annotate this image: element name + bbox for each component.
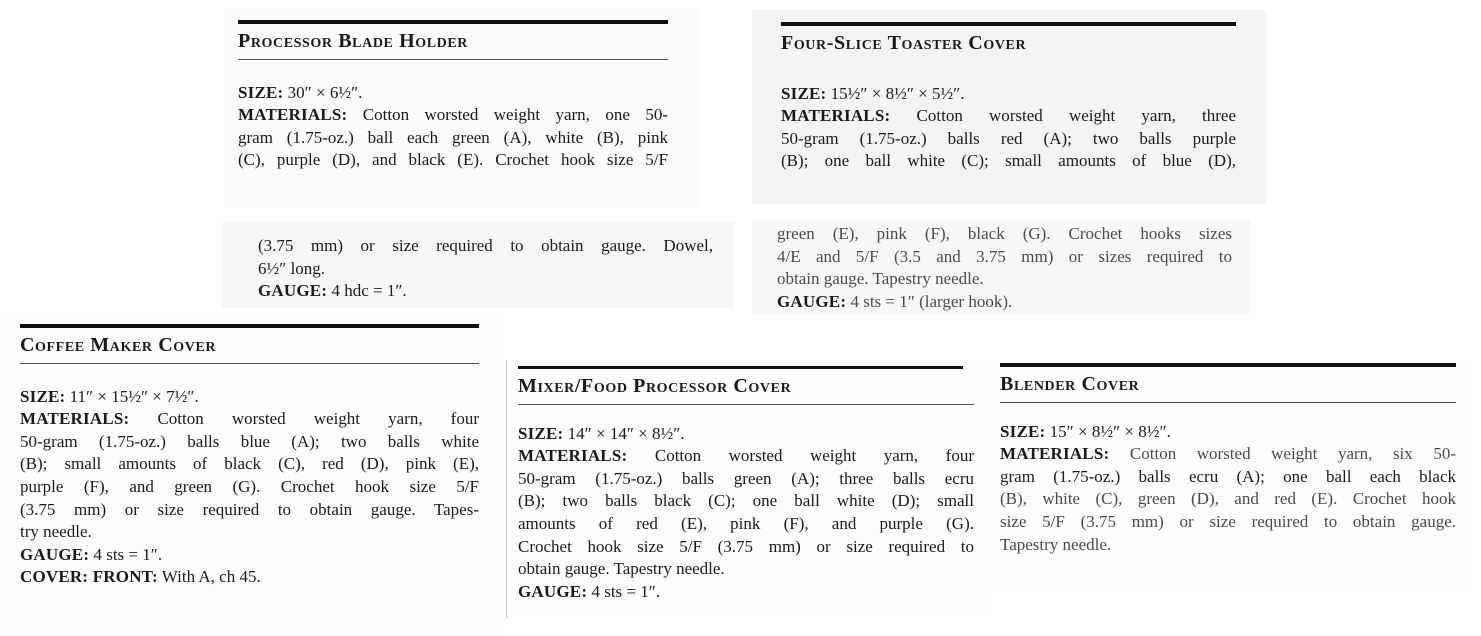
materials-line: 6½″ long. — [258, 258, 326, 278]
materials-line: MATERIALS: Cotton worsted weight yarn, one 50- — [238, 105, 668, 125]
clip-four-slice-toaster-cover-continued — [752, 220, 1250, 314]
materials-line: 50-gram (1.75-oz.) balls blue (A); two balls white — [20, 431, 479, 451]
materials-line: (B); small amounts of black (C), red (D), pink (E), — [20, 454, 479, 474]
clip-four-slice-toaster-cover — [752, 10, 1266, 204]
materials-line: (B); two balls black (C); one ball white (D); small — [518, 491, 974, 511]
section-title: Blender Cover — [1000, 367, 1456, 403]
materials-line: amounts of red (E), pink (F), and purple (G). — [518, 513, 974, 533]
materials-line: MATERIALS: Cotton worsted weight yarn, six 50- — [1000, 444, 1456, 464]
materials-line: (3.75 mm) or size required to obtain gauge. Tapes- — [20, 499, 479, 519]
materials-line: try needle. — [20, 522, 92, 542]
gauge-line: GAUGE: 4 sts = 1″. — [518, 581, 661, 601]
materials-line: obtain gauge. Tapestry needle. — [777, 269, 984, 289]
materials-line: (3.75 mm) or size required to obtain gauge. Dowel, — [258, 236, 713, 255]
materials-line: size 5/F (3.75 mm) or size required to obtain gauge. — [1000, 511, 1456, 531]
clip-coffee-maker-cover — [0, 314, 500, 636]
section-title: Processor Blade Holder — [238, 24, 668, 60]
materials-line: gram (1.75-oz.) balls ecru (A); one ball each black — [1000, 466, 1456, 486]
materials-line: MATERIALS: Cotton worsted weight yarn, four — [20, 409, 479, 429]
cover-instruction-line: COVER: FRONT: With A, ch 45. — [20, 567, 261, 587]
size-line: SIZE: 14″ × 14″ × 8½″. — [518, 423, 685, 443]
section-title: Four-Slice Toaster Cover — [781, 32, 1027, 54]
materials-line: gram (1.75-oz.) ball each green (A), white (B), pink — [238, 127, 668, 147]
materials-line: Crochet hook size 5/F (3.75 mm) or size required to — [518, 536, 974, 556]
clip-blender-cover — [990, 356, 1476, 594]
gauge-line: GAUGE: 4 sts = 1″. — [20, 544, 163, 564]
materials-line: purple (F), and green (G). Crochet hook size 5/F — [20, 476, 479, 496]
clip-processor-blade-holder — [225, 8, 700, 208]
materials-line: (C), purple (D), and black (E). Crochet hook size 5/F — [238, 150, 668, 170]
materials-line: 50-gram (1.75-oz.) balls red (A); two balls purple — [781, 128, 1236, 148]
materials-line: green (E), pink (F), black (G). Crochet hooks sizes — [777, 224, 1232, 243]
materials-line: 50-gram (1.75-oz.) balls green (A); three balls ecru — [518, 468, 974, 488]
materials-line: Tapestry needle. — [1000, 534, 1112, 554]
materials-line: MATERIALS: Cotton worsted weight yarn, three — [781, 106, 1236, 126]
size-line: SIZE: 15″ × 8½″ × 8½″. — [1000, 421, 1171, 441]
section-title: Mixer/Food Processor Cover — [518, 369, 974, 405]
clip-processor-blade-holder-continued — [222, 222, 734, 308]
size-line: SIZE: 30″ × 6½″. — [238, 82, 363, 102]
materials-line: obtain gauge. Tapestry needle. — [518, 559, 725, 579]
materials-line: MATERIALS: Cotton worsted weight yarn, four — [518, 446, 974, 466]
section-title: Coffee Maker Cover — [20, 328, 479, 364]
gauge-line: GAUGE: 4 hdc = 1″. — [258, 281, 407, 301]
size-line: SIZE: 11″ × 15½″ × 7½″. — [20, 386, 199, 406]
materials-line: 4/E and 5/F (3.5 and 3.75 mm) or sizes required to — [777, 246, 1232, 266]
clip-mixer-food-processor-cover — [506, 360, 988, 618]
materials-line: (B), white (C), green (D), and red (E). Crochet hook — [1000, 489, 1456, 509]
size-line: SIZE: 15½″ × 8½″ × 5½″. — [781, 83, 965, 103]
gauge-line: GAUGE: 4 sts = 1″ (larger hook). — [777, 291, 1013, 311]
materials-line: (B); one ball white (C); small amounts of blue (D), — [781, 151, 1236, 171]
